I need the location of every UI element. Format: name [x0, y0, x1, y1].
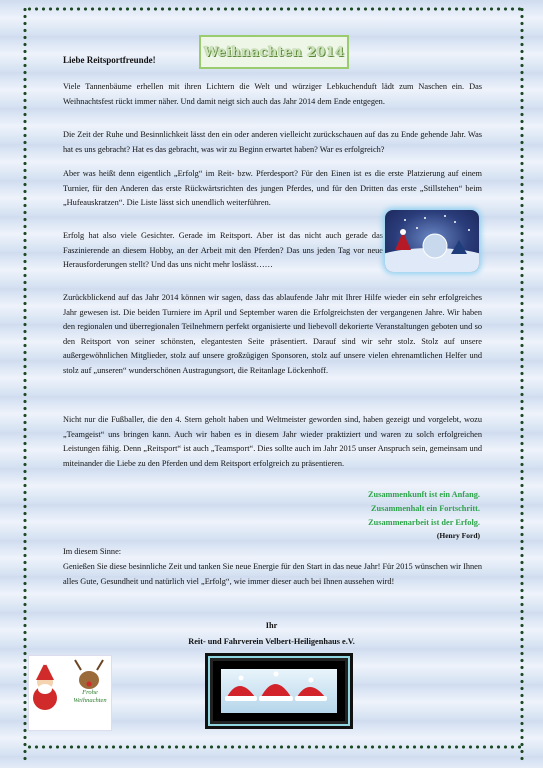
- salutation: Liebe Reitsportfreunde!: [63, 55, 156, 65]
- border-dots-right: [519, 6, 525, 762]
- closing-ihr: Ihr: [265, 621, 278, 630]
- paragraph-6: Nicht nur die Fußballer, die den 4. Stern geholt haben und Weltmeister geworden sind, haben gezeigt und vorgelebt, wozu „Teamgeist“ uns bringen kann. Auch wir haben es in diesem Jahr wieder praktiziert und waren zu solch erfolgreichen Leistungen fähig. Denn „Reitsport“ ist auch „Teamsport“. Dies sollte auch im Jahr 2015 unser Anspruch sein, gemeinsam und miteinander die Liebe zu den Pferden und dem Reitsport erfolgreich zu präsentieren.: [63, 415, 482, 468]
- santa-hats-image: [210, 658, 348, 724]
- sinne-label: Im diesem Sinne:: [63, 547, 122, 556]
- title-box: [199, 35, 349, 69]
- paragraph-4: Erfolg hat also viele Gesichter. Gerade im Reitsport. Aber ist das nicht auch gerade das Faszinierende an diesem Hobby, an der Arbeit mit den Pferden? Das uns jeden Tag vor neue Herausforderungen stellt? Und das uns nicht mehr loslässt……: [63, 231, 383, 269]
- border-dots-left: [22, 6, 28, 762]
- christmas-card-image: [28, 655, 112, 731]
- quote-author: (Henry Ford): [436, 531, 480, 540]
- quote-line-2: Zusammenhalt ein Fortschritt.: [370, 504, 480, 513]
- card-greeting-text: Frohe Weihnachten: [73, 689, 107, 704]
- border-dots-top: [26, 6, 523, 12]
- quote-line-1: Zusammenkunft ist ein Anfang.: [367, 490, 480, 499]
- paragraph-1: Viele Tannenbäume erhellen mit ihren Lichtern die Welt und würziger Lebkuchenduft lädt zum Naschen ein. Das Weihnachtsfest rückt immer näher. Und damit neigt sich auch das Jahr 2014 dem Ende entgegen.: [63, 82, 482, 106]
- snow-globe-image: [385, 210, 479, 272]
- quote-line-3: Zusammenarbeit ist der Erfolg.: [368, 518, 480, 527]
- paragraph-3: Aber was heißt denn eigentlich „Erfolg“ im Reit- bzw. Pferdesport? Für den Einen ist es die erste Platzierung auf einem Turnier, für den Anderen das erste Rückwärtsrichten des jungen Pferdes, und für den Dritten das erste „Stillstehen“ beim „Hufeauskratzen“. Die Liste lässt sich unendlich weiterführen.: [63, 169, 482, 207]
- santa-hats-background: [221, 669, 337, 713]
- paragraph-5: Zurückblickend auf das Jahr 2014 können wir sagen, dass das ablaufende Jahr mit Ihrer Hilfe wieder ein sehr erfolgreiches Jahr gewesen ist. Die beiden Turniere im April und September waren die Erfolgreichsten der vergangenen Jahre. Wir haben den regionalen und überregionalen Teilnehmern perfekt organisierte und liebevoll dekorierte Veranstaltungen geboten und so den Reitsport von seiner schönsten, elegantesten Seite präsentiert. Darauf sind wir sehr stolz. Stolz auf unsere außergewöhnlichen Mitglieder, stolz auf unsere großzügigen Sponsoren, stolz auf unsere vielen ehrenamtlichen Helfer und stolz auf „unseren“ wunderschönen Austragungsort, die Reitanlage Löckenhoff.: [63, 293, 482, 375]
- santa-hats-picture: [221, 669, 331, 707]
- final-paragraph: Genießen Sie diese besinnliche Zeit und tanken Sie neue Energie für den Start in das neue Jahr! Für 2015 wünschen wir Ihnen alles Gute, Gesundheit und natürlich viel „Erfolg“, wie immer dieser auch bei Ihnen aussehen wird!: [63, 562, 482, 586]
- paragraph-2: Die Zeit der Ruhe und Besinnlichkeit lässt den ein oder anderen vielleicht zurückschauen auf das zu Ende gehende Jahr. Was hat es uns gebracht? Hat es das gebracht, was wir zu Beginn erwartet haben? War es erfolgreich?: [63, 130, 482, 154]
- page-title: Weihnachten 2014: [203, 44, 345, 60]
- snow-globe-picture: [385, 210, 479, 272]
- closing-club-name: Reit- und Fahrverein Velbert-Heiligenhaus e.V.: [188, 637, 355, 646]
- border-dots-bottom: [26, 744, 523, 750]
